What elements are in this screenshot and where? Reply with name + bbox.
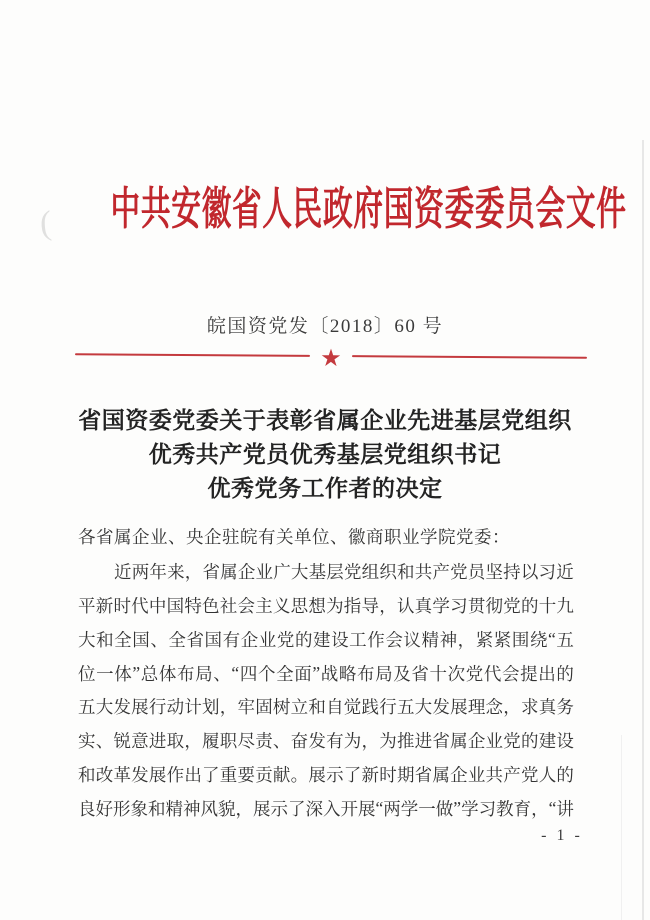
document-body: [78, 521, 574, 825]
document-org-header: 中共安徽省人民政府国资委委员会文件: [110, 184, 627, 234]
scan-artifact-mark: (: [38, 204, 53, 243]
document-number: 皖国资党发〔2018〕60 号: [206, 316, 444, 337]
scan-edge-line: [642, 140, 644, 920]
salutation-line: 各省属企业、央企驻皖有关单位、徽商职业学院党委：: [78, 527, 510, 547]
star-icon: ★: [320, 343, 342, 373]
body-line: 五 大 发 展 行 动 计 划 ， 牢 固 树 立 和 自 觉 践 行 五 大 发 展 理 念 ， 求 真 务: [78, 697, 574, 718]
body-line: 大 和 全 国 、 全 省 国 有 企 业 党 的 建 设 工 作 会 议 精 神 ， 紧 紧 围 绕 “ 五: [78, 628, 574, 650]
separator-line-right: [352, 355, 587, 359]
document-title-line-2: 优秀共产党员优秀基层党组织书记: [148, 442, 502, 467]
body-line: 良 好 形 象 和 精 神 风 貌 ， 展 示 了 深 入 开 展 “ 两 学 一 做 ” 学 习 教 育 ， “ 讲: [78, 797, 574, 819]
body-line: 近 两 年 来 ， 省 属 企 业 广 大 基 层 党 组 织 和 共 产 党 员 坚 持 以 习 近: [114, 562, 574, 583]
document-title-line-1: 省国资委党委关于表彰省属企业先进基层党组织: [78, 408, 572, 433]
body-line: 位 一 体 ” 总 体 布 局 、 “ 四 个 全 面 ” 战 略 布 局 及 省 十 次 党 代 会 提 出 的: [78, 662, 574, 684]
document-title: [0, 404, 650, 506]
document-title-line-3: 优秀党务工作者的决定: [207, 476, 443, 501]
separator-line-left: [75, 353, 310, 357]
body-line: 和 改 革 发 展 作 出 了 重 要 贡 献 。 展 示 了 新 时 期 省 属 企 业 共 产 党 人 的: [78, 764, 574, 785]
scan-edge-line-inner: [621, 735, 622, 920]
page-number: - 1 -: [541, 827, 583, 844]
red-separator: [75, 342, 587, 373]
body-line: 实 、 锐 意 进 取 ， 履 职 尽 责 、 奋 发 有 为 ， 为 推 进 省 属 企 业 党 的 建 设: [78, 731, 574, 752]
body-line: 平 新 时 代 中 国 特 色 社 会 主 义 思 想 为 指 导 ， 认 真 学 习 贯 彻 党 的 十 九: [78, 595, 574, 616]
